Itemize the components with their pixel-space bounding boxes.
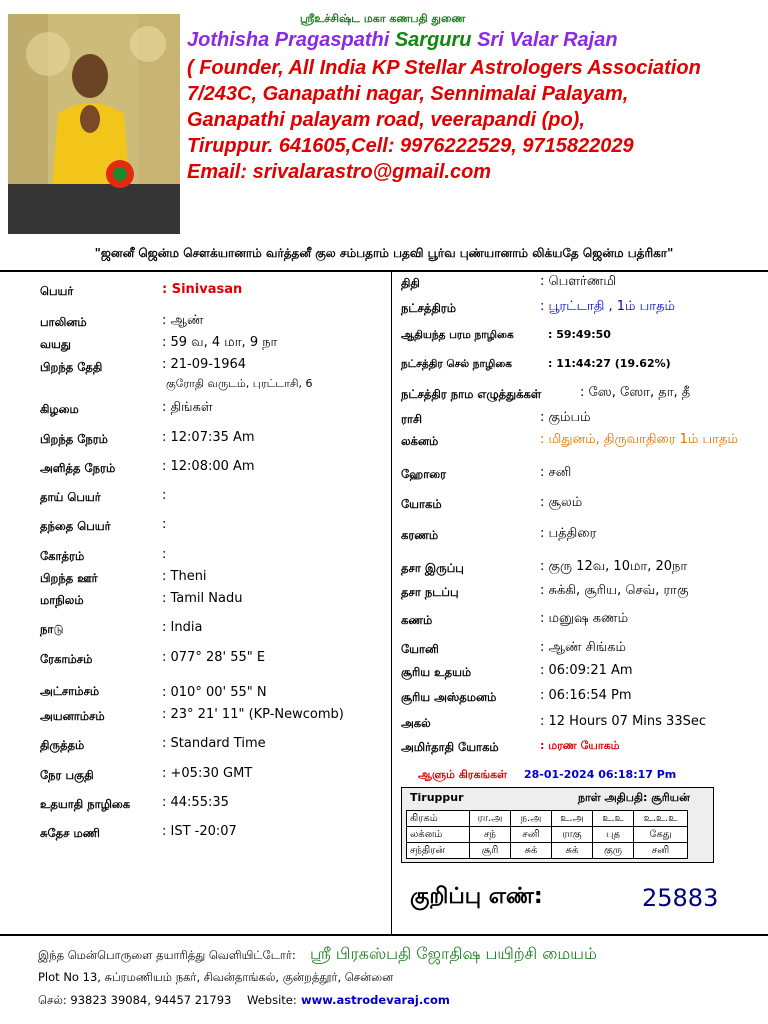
lagna-label: லக்னம் — [401, 434, 439, 448]
sunrise-label: சூரிய உதயம் — [401, 665, 472, 679]
udayadi-value: : 44:55:35 — [162, 795, 229, 810]
father-value: : — [162, 517, 167, 532]
website-label: Website: — [247, 993, 297, 1007]
dob-tamil-date: குரோதி வருடம், புரட்டாசி, 6 — [166, 377, 313, 390]
table-cell: லக்னம் — [407, 827, 470, 843]
gana-value: : மனுஷ கணம் — [540, 611, 629, 626]
website-link[interactable]: www.astrodevaraj.com — [301, 993, 450, 1007]
hora-value: : சனி — [540, 465, 572, 480]
sanskrit-quote: "ஜனனீ ஜென்ம சௌக்யானாம் வர்த்தனீ குல சம்பதாம் பதவி பூர்வ புண்யானாம் லிக்யதே ஜென்ம பத்ரிகா" — [94, 246, 674, 260]
age-value: : 59 வ, 4 மா, 9 நா — [162, 335, 278, 350]
gothra-value: : — [162, 547, 167, 562]
name-letters-value: : ஸே, ஸோ, தா, தீ — [580, 385, 691, 400]
tob-label: பிறந்த நேரம் — [40, 432, 108, 446]
email-line: Email: srivalarastro@gmail.com — [187, 161, 492, 183]
yoni-value: : ஆண் சிங்கம் — [540, 640, 626, 655]
table-cell: சந் — [470, 827, 511, 843]
timezone-label: நேர பகுதி — [40, 768, 94, 782]
amrita-yoga-value: : மரண யோகம் — [540, 739, 620, 752]
table-row — [407, 843, 688, 859]
ruling-planets-title: ஆளும் கிரகங்கள் — [418, 768, 508, 781]
gender-value: : ஆண் — [162, 313, 204, 328]
address-phone-line: Tiruppur. 641605,Cell: 9976222529, 9715822029 — [187, 135, 634, 157]
state-value: : Tamil Nadu — [162, 591, 243, 606]
yoni-label: யோனி — [401, 642, 439, 656]
day-value: : திங்கள் — [162, 400, 213, 415]
birthplace-value: : Theni — [162, 569, 207, 584]
publisher-address: Plot No 13, சுப்ரமணியம் நகர், சிவன்தாங்கல், குன்றத்தூர், சென்னை — [38, 970, 394, 984]
country-label: நாடு — [40, 622, 64, 636]
ruling-planets-header — [402, 788, 713, 808]
adhyanta-value: : 59:49:50 — [548, 328, 611, 341]
given-time-value: : 12:08:00 Am — [162, 459, 255, 474]
hora-label: ஹோரை — [401, 467, 447, 481]
table-row — [407, 811, 688, 827]
latitude-value: : 010° 00' 55" N — [162, 685, 267, 700]
table-cell: சுக் — [511, 843, 552, 859]
state-label: மாநிலம் — [40, 593, 84, 607]
title-prefix: Jothisha Pragaspathi — [187, 29, 390, 51]
star-value: : பூரட்டாதி , 1ம் பாதம் — [540, 299, 676, 314]
name-letters-label: நட்சத்திர நாம எழுத்துக்கள் — [401, 387, 542, 401]
yoga-value: : சூலம் — [540, 495, 583, 510]
swadesa-value: : IST -20:07 — [162, 824, 237, 839]
publisher-note: இந்த மென்பொருளை தயாரித்து வெளியிட்டோர்: — [38, 948, 296, 962]
gender-label: பாலினம் — [40, 315, 87, 329]
title-sarguru: Sarguru — [394, 29, 472, 51]
title-name: Sri Valar Rajan — [477, 29, 618, 51]
founder-line: ( Founder, All India KP Stellar Astrologers Association — [187, 57, 701, 79]
table-row — [407, 827, 688, 843]
bottom-divider — [0, 934, 768, 936]
table-cell: சுக் — [552, 843, 593, 859]
ruling-planets-table — [401, 787, 714, 863]
sunset-value: : 06:16:54 Pm — [540, 688, 632, 703]
correction-label: திருத்தம் — [40, 738, 85, 752]
star-label: நட்சத்திரம் — [401, 301, 457, 315]
timezone-value: : +05:30 GMT — [162, 766, 253, 781]
adhyanta-label: ஆதியந்த பரம நாழிகை — [401, 329, 514, 341]
astrologer-title — [187, 29, 618, 52]
table-cell: உ.உ — [593, 811, 634, 827]
table-cell: கிரகம் — [407, 811, 470, 827]
table-cell: சூரி — [470, 843, 511, 859]
udayadi-label: உதயாதி நாழிகை — [40, 797, 131, 811]
country-value: : India — [162, 620, 203, 635]
rasi-value: : கும்பம் — [540, 410, 591, 425]
star-sel-label: நட்சத்திர செல் நாழிகை — [401, 358, 512, 370]
publisher-phone: செல்: 93823 39084, 94457 21793 — [38, 993, 232, 1007]
photo-illustration — [8, 14, 180, 234]
tithi-label: திதி — [401, 276, 420, 290]
table-cell: குரு — [593, 843, 634, 859]
correction-value: : Standard Time — [162, 736, 266, 751]
day-duration-label: அகல் — [401, 716, 431, 730]
address-line-1: 7/243C, Ganapathi nagar, Sennimalai Palayam, — [187, 83, 629, 105]
column-divider — [391, 272, 392, 934]
amrita-yoga-label: அமிர்தாதி யோகம் — [401, 740, 499, 754]
gothra-label: கோத்ரம் — [40, 549, 85, 563]
reference-number: 25883 — [642, 884, 719, 912]
age-label: வயது — [40, 337, 71, 351]
sunset-label: சூரிய அஸ்தமனம் — [401, 690, 497, 704]
reference-number-label: குறிப்பு எண்: — [410, 884, 543, 909]
mother-value: : — [162, 488, 167, 503]
astrologer-photo — [8, 14, 180, 234]
ruling-planets-place: Tiruppur — [410, 791, 464, 804]
birthplace-label: பிறந்த ஊர் — [40, 571, 98, 585]
table-cell: சந்திரன் — [407, 843, 470, 859]
karana-label: கரணம் — [401, 528, 439, 542]
name-label: பெயர் — [40, 284, 74, 298]
tob-value: : 12:07:35 Am — [162, 430, 255, 445]
dasa-balance-label: தசா இருப்பு — [401, 561, 464, 575]
ruling-planets-grid — [406, 810, 688, 859]
day-lord: நாள் அதிபதி: சூரியன் — [578, 791, 690, 804]
yoga-label: யோகம் — [401, 497, 442, 511]
name-value: : Sinivasan — [162, 282, 243, 297]
ayanamsa-label: அயனாம்சம் — [40, 709, 105, 723]
sunrise-value: : 06:09:21 Am — [540, 663, 633, 678]
karana-value: : பத்திரை — [540, 526, 597, 541]
lagna-value: : மிதுனம், திருவாதிரை 1ம் பாதம் — [540, 432, 738, 447]
dasa-running-value: : சுக்கி, சூரிய, செவ், ராகு — [540, 583, 689, 598]
table-cell: உ.உ.உ — [634, 811, 688, 827]
table-cell: ராகு — [552, 827, 593, 843]
mother-label: தாய் பெயர் — [40, 490, 101, 504]
day-label: கிழமை — [40, 402, 79, 416]
top-divider — [0, 270, 768, 272]
table-cell: ந.அ — [511, 811, 552, 827]
longitude-value: : 077° 28' 55" E — [162, 650, 266, 665]
address-line-2: Ganapathi palayam road, veerapandi (po), — [187, 109, 585, 131]
gana-label: கணம் — [401, 613, 433, 627]
longitude-label: ரேகாம்சம் — [40, 652, 93, 666]
father-label: தந்தை பெயர் — [40, 519, 111, 533]
publisher-org: ஸ்ரீ பிரகஸ்பதி ஜோதிஷ பயிற்சி மையம் — [310, 944, 597, 963]
rasi-label: ராசி — [401, 412, 422, 426]
table-cell: சனி — [634, 843, 688, 859]
table-cell: புத — [593, 827, 634, 843]
given-time-label: அளித்த நேரம் — [40, 461, 116, 475]
star-sel-value: : 11:44:27 (19.62%) — [548, 357, 671, 370]
ruling-planets-datetime: 28-01-2024 06:18:17 Pm — [524, 768, 677, 781]
ayanamsa-value: : 23° 21' 11" (KP-Newcomb) — [162, 707, 344, 722]
dob-value: : 21-09-1964 — [162, 357, 247, 372]
table-cell: உ.அ — [552, 811, 593, 827]
dasa-balance-value: : குரு 12வ, 10மா, 20நா — [540, 559, 688, 574]
blessing-line: ஸ்ரீஉச்சிஷ்ட மகா கணபதி துணை — [300, 12, 466, 25]
latitude-label: அட்சாம்சம் — [40, 684, 100, 698]
dasa-running-label: தசா நடப்பு — [401, 585, 459, 599]
table-cell: சனி — [511, 827, 552, 843]
day-duration-value: : 12 Hours 07 Mins 33Sec — [540, 714, 706, 729]
tithi-value: : பௌர்ணமி — [540, 274, 617, 289]
swadesa-label: சுதேச மணி — [40, 826, 100, 840]
table-cell: ரா.அ — [470, 811, 511, 827]
dob-label: பிறந்த தேதி — [40, 360, 103, 374]
table-cell: கேது — [634, 827, 688, 843]
